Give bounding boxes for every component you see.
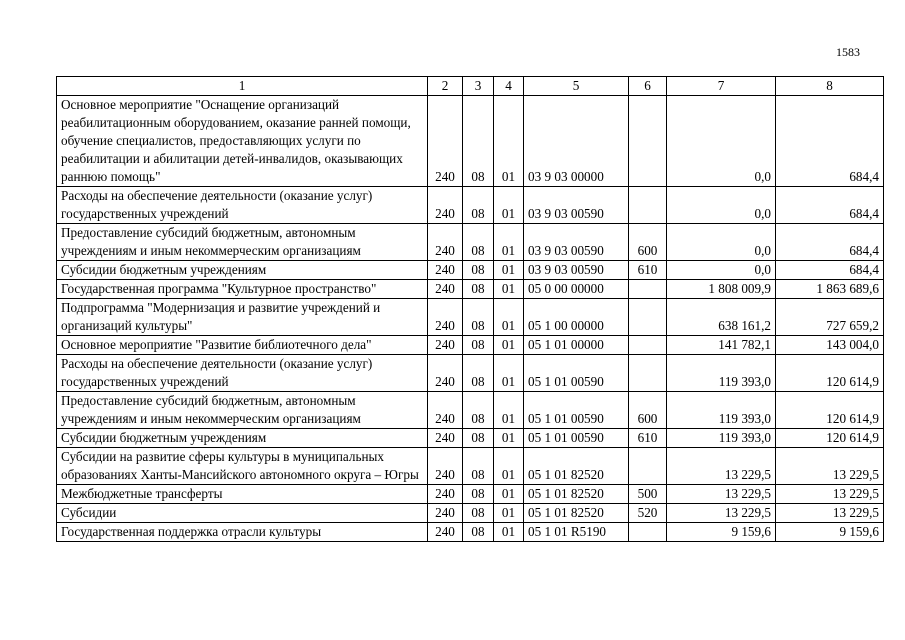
row-amount-7: 638 161,2: [667, 299, 776, 336]
table-row: [57, 96, 884, 187]
row-name: Государственная поддержка отрасли культуры: [57, 523, 428, 542]
row-target-article: 05 0 00 00000: [524, 280, 629, 299]
row-expense-type: [629, 523, 667, 542]
row-amount-7: 119 393,0: [667, 355, 776, 392]
header-col-4: 4: [494, 77, 524, 96]
table-row: [57, 355, 884, 392]
row-amount-7: 13 229,5: [667, 448, 776, 485]
header-col-1: 1: [57, 77, 428, 96]
row-col-4: 01: [494, 485, 524, 504]
row-target-article: 03 9 03 00590: [524, 224, 629, 261]
table-row: [57, 523, 884, 542]
row-target-article: 05 1 01 82520: [524, 504, 629, 523]
row-amount-7: 1 808 009,9: [667, 280, 776, 299]
row-col-4: 01: [494, 448, 524, 485]
row-col-4: 01: [494, 96, 524, 187]
row-amount-8: 120 614,9: [776, 392, 884, 429]
row-col-3: 08: [463, 187, 494, 224]
row-col-4: 01: [494, 280, 524, 299]
row-amount-8: 13 229,5: [776, 504, 884, 523]
row-expense-type: [629, 299, 667, 336]
row-col-2: 240: [428, 504, 463, 523]
row-col-2: 240: [428, 280, 463, 299]
row-col-3: 08: [463, 429, 494, 448]
row-col-2: 240: [428, 224, 463, 261]
table-row: [57, 504, 884, 523]
row-col-3: 08: [463, 224, 494, 261]
row-amount-7: 0,0: [667, 261, 776, 280]
row-col-3: 08: [463, 96, 494, 187]
row-name: Субсидии на развитие сферы культуры в муниципальных образованиях Ханты-Мансийского автономного округа – Югры: [57, 448, 428, 485]
row-col-3: 08: [463, 280, 494, 299]
row-target-article: 05 1 01 82520: [524, 485, 629, 504]
row-col-2: 240: [428, 336, 463, 355]
row-col-3: 08: [463, 448, 494, 485]
row-col-3: 08: [463, 504, 494, 523]
row-expense-type: [629, 187, 667, 224]
row-col-2: 240: [428, 392, 463, 429]
header-col-5: 5: [524, 77, 629, 96]
row-name: Субсидии бюджетным учреждениям: [57, 261, 428, 280]
header-row: [57, 77, 884, 96]
row-name: Субсидии: [57, 504, 428, 523]
row-amount-8: 684,4: [776, 187, 884, 224]
row-col-2: 240: [428, 261, 463, 280]
row-col-3: 08: [463, 299, 494, 336]
budget-table: [56, 76, 884, 542]
table-row: [57, 485, 884, 504]
row-col-4: 01: [494, 336, 524, 355]
table-row: [57, 336, 884, 355]
row-expense-type: [629, 355, 667, 392]
row-amount-8: 684,4: [776, 96, 884, 187]
row-expense-type: [629, 280, 667, 299]
row-amount-8: 120 614,9: [776, 429, 884, 448]
row-amount-7: 141 782,1: [667, 336, 776, 355]
row-amount-7: 0,0: [667, 96, 776, 187]
header-col-7: 7: [667, 77, 776, 96]
row-col-4: 01: [494, 299, 524, 336]
table-row: [57, 429, 884, 448]
row-expense-type: 500: [629, 485, 667, 504]
header-col-8: 8: [776, 77, 884, 96]
row-col-3: 08: [463, 392, 494, 429]
row-amount-8: 1 863 689,6: [776, 280, 884, 299]
row-amount-7: 13 229,5: [667, 485, 776, 504]
row-amount-8: 684,4: [776, 224, 884, 261]
row-target-article: 05 1 01 00590: [524, 429, 629, 448]
row-name: Основное мероприятие "Развитие библиотечного дела": [57, 336, 428, 355]
row-expense-type: 610: [629, 429, 667, 448]
row-expense-type: 600: [629, 224, 667, 261]
row-col-2: 240: [428, 355, 463, 392]
row-amount-8: 13 229,5: [776, 448, 884, 485]
row-target-article: 05 1 00 00000: [524, 299, 629, 336]
row-amount-7: 119 393,0: [667, 392, 776, 429]
row-col-2: 240: [428, 187, 463, 224]
header-col-2: 2: [428, 77, 463, 96]
row-expense-type: [629, 448, 667, 485]
row-expense-type: [629, 96, 667, 187]
row-amount-7: 13 229,5: [667, 504, 776, 523]
row-name: Государственная программа "Культурное пространство": [57, 280, 428, 299]
row-amount-7: 9 159,6: [667, 523, 776, 542]
row-col-3: 08: [463, 485, 494, 504]
row-amount-8: 120 614,9: [776, 355, 884, 392]
table-row: [57, 392, 884, 429]
row-amount-7: 119 393,0: [667, 429, 776, 448]
table-row: [57, 187, 884, 224]
row-col-4: 01: [494, 523, 524, 542]
table-row: [57, 299, 884, 336]
row-expense-type: 600: [629, 392, 667, 429]
row-amount-8: 13 229,5: [776, 485, 884, 504]
row-target-article: 05 1 01 00590: [524, 392, 629, 429]
row-amount-8: 727 659,2: [776, 299, 884, 336]
row-name: Межбюджетные трансферты: [57, 485, 428, 504]
table-row: [57, 448, 884, 485]
row-amount-7: 0,0: [667, 187, 776, 224]
table-row: [57, 261, 884, 280]
row-name: Расходы на обеспечение деятельности (оказание услуг) государственных учреждений: [57, 187, 428, 224]
row-name: Предоставление субсидий бюджетным, автономным учреждениям и иным некоммерческим организациям: [57, 392, 428, 429]
row-name: Подпрограмма "Модернизация и развитие учреждений и организаций культуры": [57, 299, 428, 336]
row-col-4: 01: [494, 504, 524, 523]
row-col-2: 240: [428, 299, 463, 336]
row-target-article: 05 1 01 00000: [524, 336, 629, 355]
row-amount-8: 684,4: [776, 261, 884, 280]
row-col-2: 240: [428, 429, 463, 448]
table-row: [57, 224, 884, 261]
header-col-6: 6: [629, 77, 667, 96]
table-row: [57, 280, 884, 299]
row-target-article: 03 9 03 00000: [524, 96, 629, 187]
row-target-article: 03 9 03 00590: [524, 187, 629, 224]
row-col-4: 01: [494, 187, 524, 224]
row-col-4: 01: [494, 429, 524, 448]
row-name: Субсидии бюджетным учреждениям: [57, 429, 428, 448]
header-col-3: 3: [463, 77, 494, 96]
row-col-4: 01: [494, 355, 524, 392]
row-col-3: 08: [463, 523, 494, 542]
row-col-2: 240: [428, 523, 463, 542]
row-col-4: 01: [494, 224, 524, 261]
row-col-4: 01: [494, 261, 524, 280]
row-col-3: 08: [463, 261, 494, 280]
row-col-2: 240: [428, 96, 463, 187]
row-expense-type: [629, 336, 667, 355]
row-col-3: 08: [463, 355, 494, 392]
page-number: 1583: [836, 45, 860, 59]
row-amount-8: 143 004,0: [776, 336, 884, 355]
row-name: Расходы на обеспечение деятельности (оказание услуг) государственных учреждений: [57, 355, 428, 392]
row-target-article: 05 1 01 82520: [524, 448, 629, 485]
row-col-4: 01: [494, 392, 524, 429]
row-name: Предоставление субсидий бюджетным, автономным учреждениям и иным некоммерческим организациям: [57, 224, 428, 261]
row-expense-type: 520: [629, 504, 667, 523]
row-amount-8: 9 159,6: [776, 523, 884, 542]
row-expense-type: 610: [629, 261, 667, 280]
row-col-2: 240: [428, 485, 463, 504]
row-target-article: 03 9 03 00590: [524, 261, 629, 280]
row-target-article: 05 1 01 00590: [524, 355, 629, 392]
row-amount-7: 0,0: [667, 224, 776, 261]
row-col-2: 240: [428, 448, 463, 485]
row-col-3: 08: [463, 336, 494, 355]
row-name: Основное мероприятие "Оснащение организаций реабилитационным оборудованием, оказание ранней помощи, обучение специалистов, предоставляющих услуги по реабилитации и абилитации детей-инвалидов, оказывающих раннюю помощь": [57, 96, 428, 187]
row-target-article: 05 1 01 R5190: [524, 523, 629, 542]
